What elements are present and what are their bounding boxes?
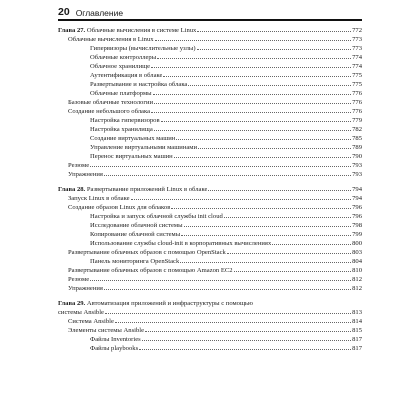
toc-entry-text: Запуск Linux в облаке <box>68 195 130 202</box>
toc-entry-text: Развертывание и настройка облака <box>90 81 188 88</box>
toc-entry-page: 773 <box>352 45 362 52</box>
toc-entry-text: Гипервизоры (вычислительные узлы) <box>90 45 196 52</box>
toc-entry[interactable] <box>58 230 362 239</box>
toc-entry[interactable] <box>58 35 362 44</box>
toc-entry-text: Аутентификация в облаке <box>90 72 163 79</box>
toc-entry-page: 773 <box>352 36 362 43</box>
leader-dots <box>105 313 351 314</box>
chapter-page: 794 <box>352 186 362 193</box>
toc-entry[interactable] <box>58 284 362 293</box>
leader-dots <box>151 67 351 68</box>
toc-entry-page: 774 <box>352 63 362 70</box>
toc-entry-page: 774 <box>352 54 362 61</box>
toc-entry-text: Настройка гипервизоров <box>90 117 160 124</box>
leader-dots <box>208 190 351 191</box>
chapter-title: Развертывание приложений Linux в облаке <box>86 186 208 193</box>
leader-dots <box>181 235 351 236</box>
leader-dots <box>180 262 351 263</box>
chapter-page: 813 <box>352 309 362 316</box>
toc-entry-text: Управление виртуальными машинами <box>90 144 197 151</box>
toc-entry[interactable] <box>58 71 362 80</box>
toc-entry-page: 785 <box>352 135 362 142</box>
toc-entry-text: Настройка хранилища <box>90 126 153 133</box>
toc-entry-text: Панель мониторинга OpenStack <box>90 258 180 265</box>
toc-entry[interactable] <box>58 239 362 248</box>
toc-entry-page: 793 <box>352 171 362 178</box>
toc-entry-page: 817 <box>352 345 362 352</box>
toc-entry[interactable] <box>58 116 362 125</box>
toc-entry[interactable] <box>58 170 362 179</box>
chapter-label: Глава 27. <box>58 27 86 34</box>
leader-dots <box>197 31 351 32</box>
toc-entry-page: 799 <box>352 231 362 238</box>
leader-dots <box>154 130 351 131</box>
toc-entry[interactable] <box>58 257 362 266</box>
leader-dots <box>151 112 351 113</box>
leader-dots <box>90 280 351 281</box>
toc-entry-text: Файлы Inventories <box>90 336 141 343</box>
leader-dots <box>131 199 352 200</box>
toc-entry-page: 793 <box>352 162 362 169</box>
toc-entry-page: 803 <box>352 249 362 256</box>
leader-dots <box>197 49 352 50</box>
toc-entry-text: Копирование облачной системы <box>90 231 181 238</box>
leader-dots <box>154 103 351 104</box>
leader-dots <box>224 217 351 218</box>
leader-dots <box>171 208 351 209</box>
leader-dots <box>227 253 351 254</box>
toc-entry[interactable] <box>58 335 362 344</box>
leader-dots <box>161 121 352 122</box>
leader-dots <box>90 166 351 167</box>
header-rule <box>58 19 362 21</box>
toc-entry[interactable] <box>58 266 362 275</box>
toc-entry-page: 790 <box>352 153 362 160</box>
toc-entry-page: 812 <box>352 276 362 283</box>
toc-entry-page: 796 <box>352 204 362 211</box>
toc-entry[interactable] <box>58 248 362 257</box>
leader-dots <box>176 139 351 140</box>
toc-entry[interactable] <box>58 80 362 89</box>
toc-entry-page: 776 <box>352 90 362 97</box>
toc-entry-text: Создание небольшого облака <box>68 108 151 115</box>
toc-entry-text: Файлы playbooks <box>90 345 139 352</box>
chapter-title: Автоматизация приложений и инфраструктуры с помощью <box>86 300 253 307</box>
leader-dots <box>155 40 352 41</box>
toc-entry[interactable] <box>58 326 362 335</box>
leader-dots <box>115 322 351 323</box>
toc-entry[interactable] <box>58 98 362 107</box>
toc-entry-page: 798 <box>352 222 362 229</box>
page-header <box>58 4 362 18</box>
toc-entry-text: Создание образов Linux для облаков <box>68 204 171 211</box>
chapter-heading[interactable] <box>58 185 362 194</box>
running-title: Оглавление <box>75 8 124 18</box>
leader-dots <box>198 148 351 149</box>
leader-dots <box>104 175 351 176</box>
chapter-heading[interactable] <box>58 26 362 35</box>
toc-entry[interactable] <box>58 89 362 98</box>
toc-entry-page: 775 <box>352 81 362 88</box>
chapter-heading-text <box>58 185 207 194</box>
toc-entry-text: Система Ansible <box>68 318 114 325</box>
toc-entry-page: 817 <box>352 336 362 343</box>
toc-entry[interactable] <box>58 344 362 353</box>
toc-entry-text: Облачные контроллеры <box>90 54 157 61</box>
leader-dots <box>104 289 351 290</box>
toc-entry-text: Создание виртуальных машин <box>90 135 176 142</box>
toc-entry-text: Развертывание облачных образов с помощью Amazon EC2 <box>68 267 233 274</box>
toc-entry-page: 796 <box>352 213 362 220</box>
toc-entry-text: Использование службы cloud-init в корпоративных вычислениях <box>90 240 272 247</box>
toc-entry[interactable] <box>58 53 362 62</box>
toc-entry-text: Упражнения <box>68 171 103 178</box>
toc-entry[interactable] <box>58 107 362 116</box>
leader-dots <box>157 58 351 59</box>
chapter-heading-text <box>58 26 196 35</box>
toc-entry-page: 794 <box>352 195 362 202</box>
toc-entry-text: Исследование облачной системы <box>90 222 183 229</box>
toc-entry-page: 776 <box>352 99 362 106</box>
toc-entry-text: Развертывание облачных образов с помощью OpenStack <box>68 249 226 256</box>
leader-dots <box>139 349 351 350</box>
leader-dots <box>142 340 351 341</box>
chapter-page: 772 <box>352 27 362 34</box>
toc-entry-text: Облачное хранилище <box>90 63 151 70</box>
chapter-heading-cont[interactable] <box>58 308 362 317</box>
leader-dots <box>145 331 351 332</box>
leader-dots <box>153 94 352 95</box>
toc-entry-text: Облачные вычисления в Linux <box>68 36 154 43</box>
toc-entry[interactable] <box>58 125 362 134</box>
toc-entry[interactable] <box>58 143 362 152</box>
toc-entry-text: Настройка и запуск облачной службы init cloud <box>90 213 223 220</box>
toc-entry-text: Упражнения <box>68 285 103 292</box>
toc-entry-page: 812 <box>352 285 362 292</box>
chapter-heading[interactable] <box>58 299 362 308</box>
toc-entry-page: 804 <box>352 258 362 265</box>
page-number: 20 <box>58 6 70 18</box>
toc-entry[interactable] <box>58 317 362 326</box>
toc-entry[interactable] <box>58 62 362 71</box>
toc-entry[interactable] <box>58 203 362 212</box>
leader-dots <box>174 157 351 158</box>
leader-dots <box>163 76 351 77</box>
toc-entry-text: Перенос виртуальных машин <box>90 153 173 160</box>
leader-dots <box>234 271 352 272</box>
toc-entry-page: 810 <box>352 267 362 274</box>
toc-entry-page: 800 <box>352 240 362 247</box>
toc-entry-text: Базовые облачные технологии <box>68 99 154 106</box>
chapter-title-cont: системы Ansible <box>58 309 104 316</box>
toc-entry[interactable] <box>58 194 362 203</box>
toc-entry[interactable] <box>58 275 362 284</box>
toc-entry[interactable] <box>58 161 362 170</box>
toc-entry[interactable] <box>58 44 362 53</box>
toc-entry-text: Облачные платформы <box>90 90 152 97</box>
toc-entry-page: 779 <box>352 117 362 124</box>
chapter-label: Глава 28. <box>58 186 86 193</box>
chapter-title: Облачные вычисления в системе Linux <box>86 27 197 34</box>
toc-entry-page: 814 <box>352 318 362 325</box>
toc-entry[interactable] <box>58 152 362 161</box>
toc-entry-text: Резюме <box>68 162 90 169</box>
leader-dots <box>188 85 351 86</box>
toc-entry-page: 815 <box>352 327 362 334</box>
toc-entry-text: Элементы системы Ansible <box>68 327 145 334</box>
toc-entry-page: 782 <box>352 126 362 133</box>
toc-entry[interactable] <box>58 221 362 230</box>
table-of-contents <box>58 26 362 353</box>
toc-entry-page: 776 <box>352 108 362 115</box>
leader-dots <box>184 226 352 227</box>
toc-entry-text: Резюме <box>68 276 90 283</box>
toc-entry-page: 775 <box>352 72 362 79</box>
toc-entry[interactable] <box>58 134 362 143</box>
chapter-label: Глава 29. <box>58 300 86 307</box>
toc-entry[interactable] <box>58 212 362 221</box>
leader-dots <box>272 244 351 245</box>
toc-entry-page: 789 <box>352 144 362 151</box>
